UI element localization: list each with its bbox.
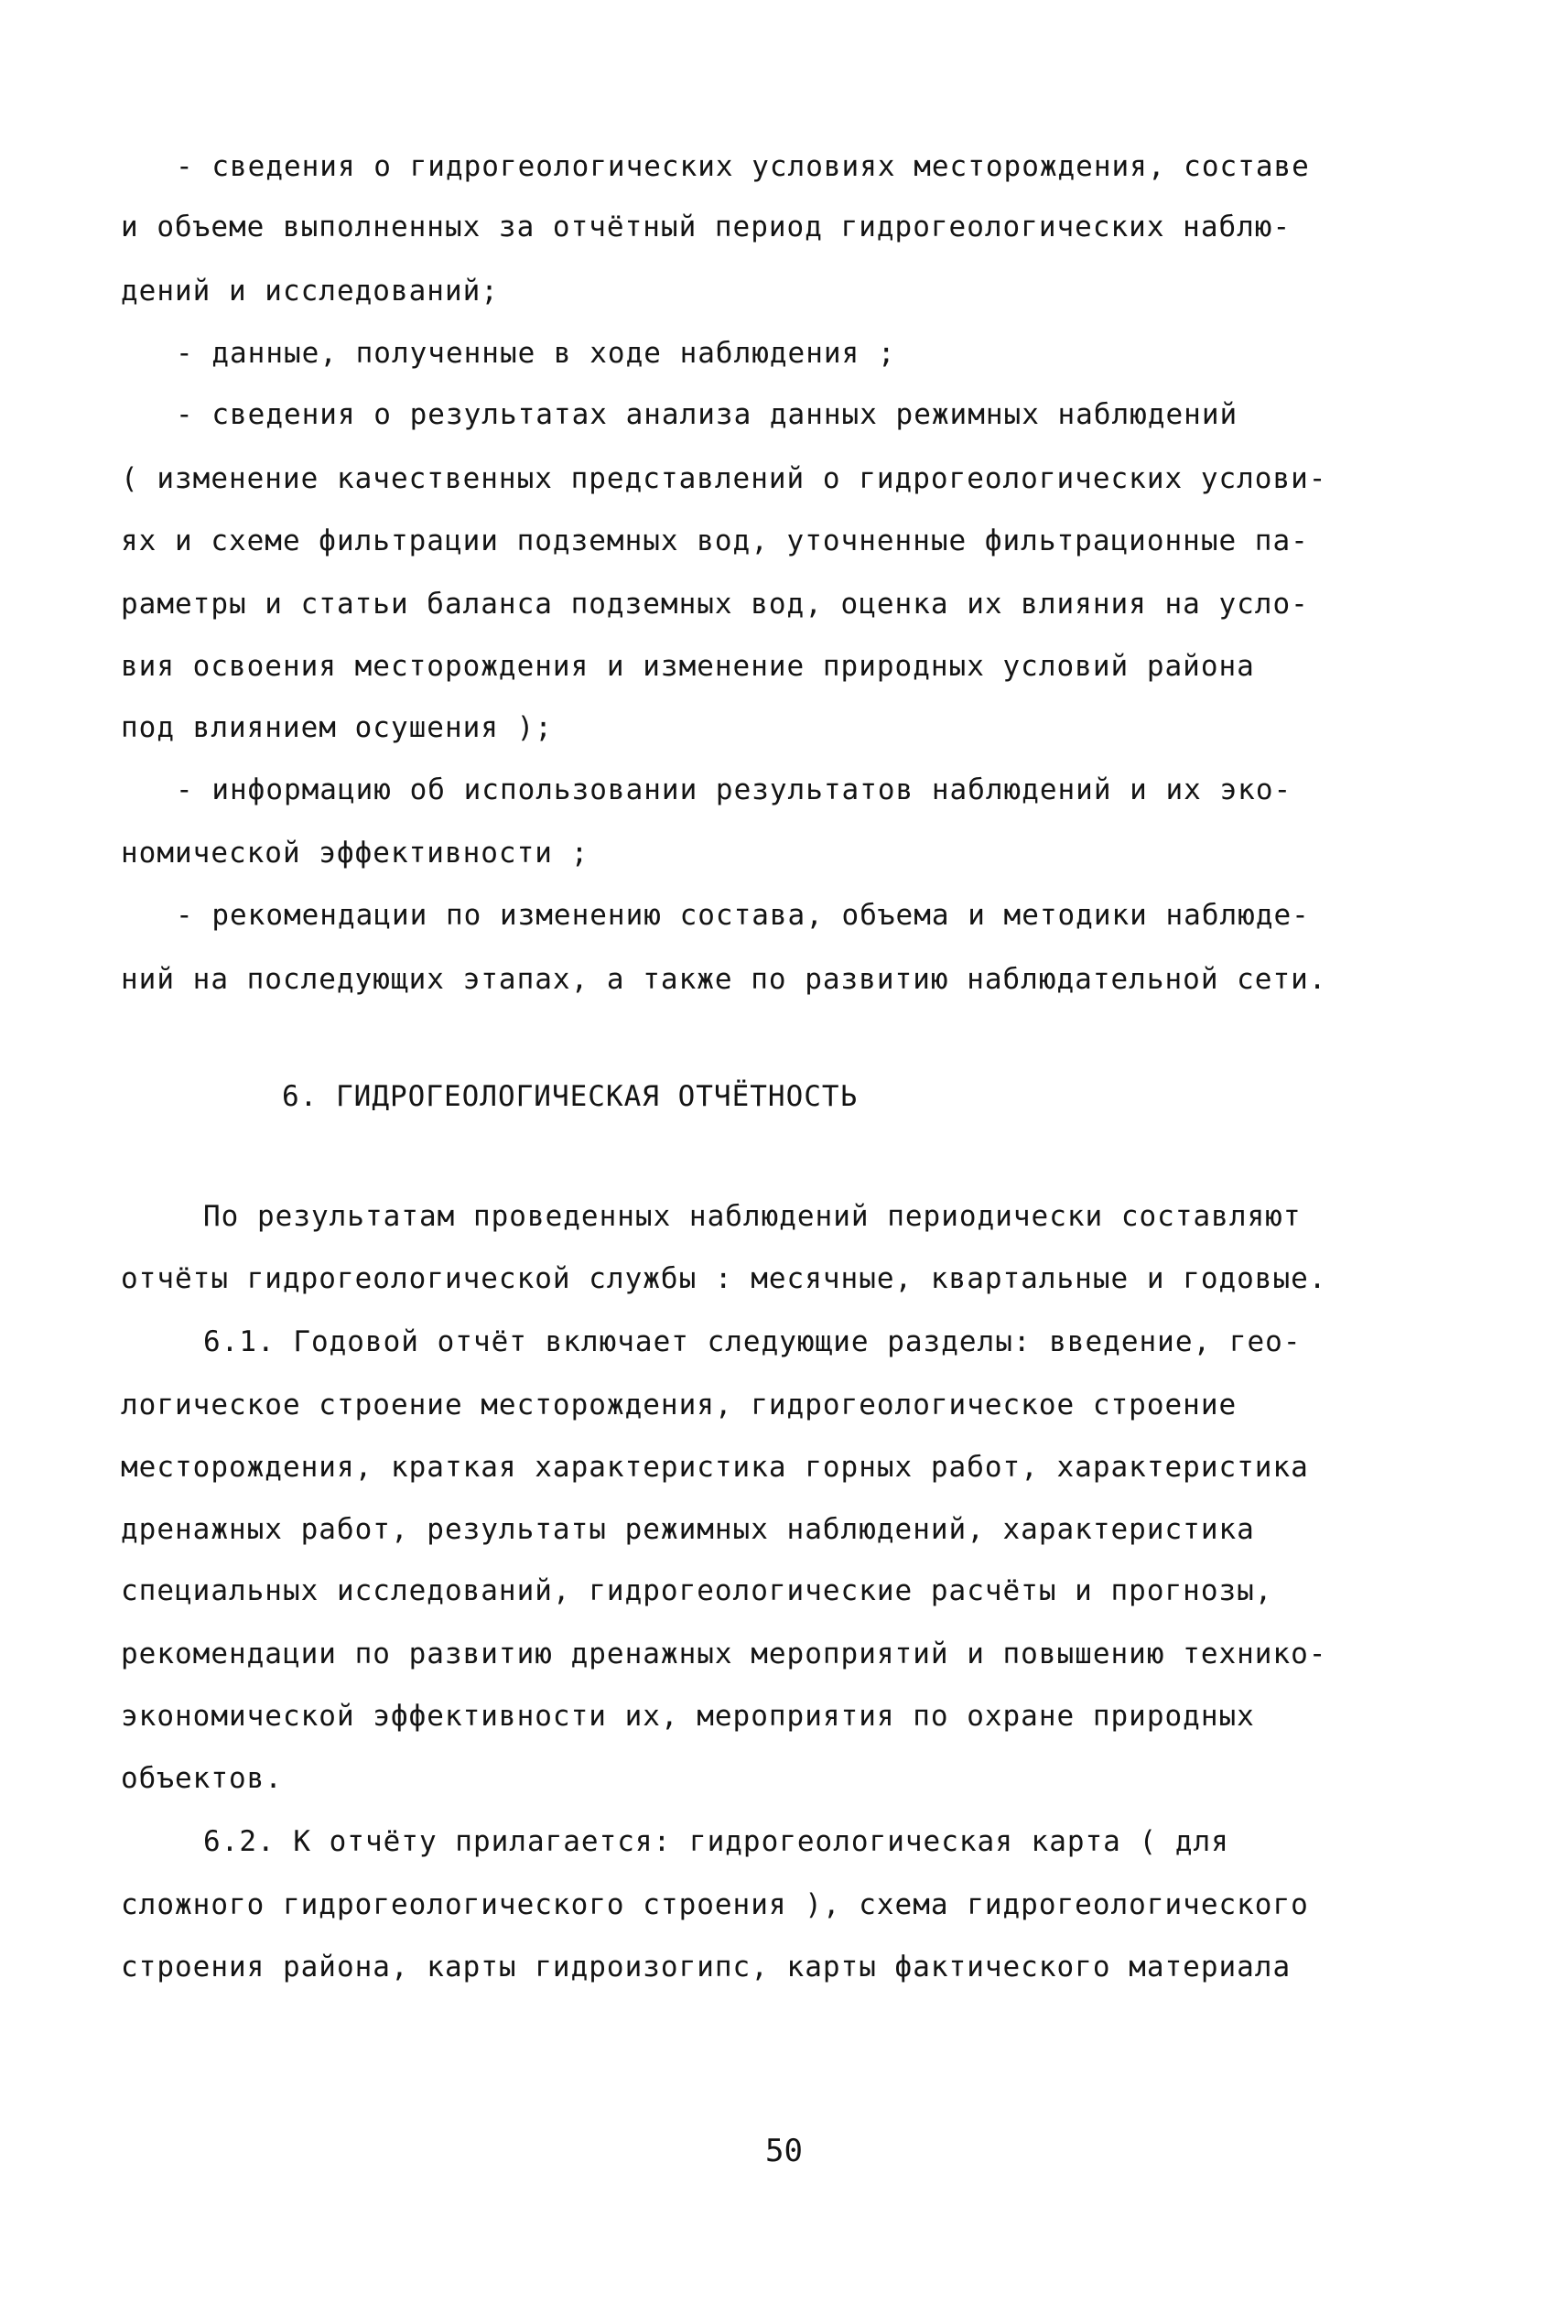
text-line: сложного гидрогеологического строения ), схема гидрогеологического <box>121 1888 1309 1921</box>
text-line: логическое строение месторождения, гидрогеологическое строение <box>121 1389 1238 1421</box>
text-line: специальных исследований, гидрогеологические расчёты и прогнозы, <box>121 1574 1273 1607</box>
text-line: дренажных работ, результаты режимных наблюдений, характеристика <box>121 1513 1255 1546</box>
text-line: рекомендации по развитию дренажных мероприятий и повышению технико- <box>121 1638 1327 1670</box>
text-line: строения района, карты гидроизогипс, карты фактического материала <box>121 1951 1292 1984</box>
text-line: вия освоения месторождения и изменение природных условий района <box>121 650 1255 683</box>
text-line: - информацию об использовании результатов наблюдений и их эко- <box>176 773 1292 806</box>
text-line: 6.1. Годовой отчёт включает следующие разделы: введение, гео- <box>203 1325 1302 1358</box>
text-line: экономической эффективности их, мероприятия по охране природных <box>121 1700 1255 1733</box>
text-line: - сведения о гидрогеологических условиях месторождения, составе <box>176 150 1310 183</box>
text-line: 6.2. К отчёту прилагается: гидрогеологическая карта ( для <box>203 1825 1229 1858</box>
text-line: ( изменение качественных представлений о гидрогеологических услови- <box>121 462 1327 495</box>
text-line: По результатам проведенных наблюдений периодически составляют <box>203 1200 1302 1233</box>
text-line: - рекомендации по изменению состава, объема и методики наблюде- <box>176 899 1310 932</box>
text-line: номической эффективности ; <box>121 837 589 870</box>
text-line: месторождения, краткая характеристика горных работ, характеристика <box>121 1451 1309 1484</box>
text-line: ях и схеме фильтрации подземных вод, уточненные фильтрационные па- <box>121 524 1309 557</box>
text-line: отчёты гидрогеологической службы : месячные, квартальные и годовые. <box>121 1262 1327 1295</box>
page-number: 50 <box>765 2133 803 2169</box>
text-line: объектов. <box>121 1762 283 1795</box>
text-line: - данные, полученные в ходе наблюдения ; <box>176 337 896 370</box>
text-line: дений и исследований; <box>121 275 499 308</box>
text-line: ний на последующих этапах, а также по развитию наблюдательной сети. <box>121 963 1327 996</box>
text-line: под влиянием осушения ); <box>121 711 553 744</box>
text-line: - сведения о результатах анализа данных режимных наблюдений <box>176 398 1238 431</box>
text-line: и объеме выполненных за отчётный период гидрогеологических наблю- <box>121 211 1292 243</box>
section-heading: 6. ГИДРОГЕОЛОГИЧЕСКАЯ ОТЧЁТНОСТЬ <box>282 1080 859 1113</box>
text-line: раметры и статьи баланса подземных вод, оценка их влияния на усло- <box>121 588 1309 621</box>
